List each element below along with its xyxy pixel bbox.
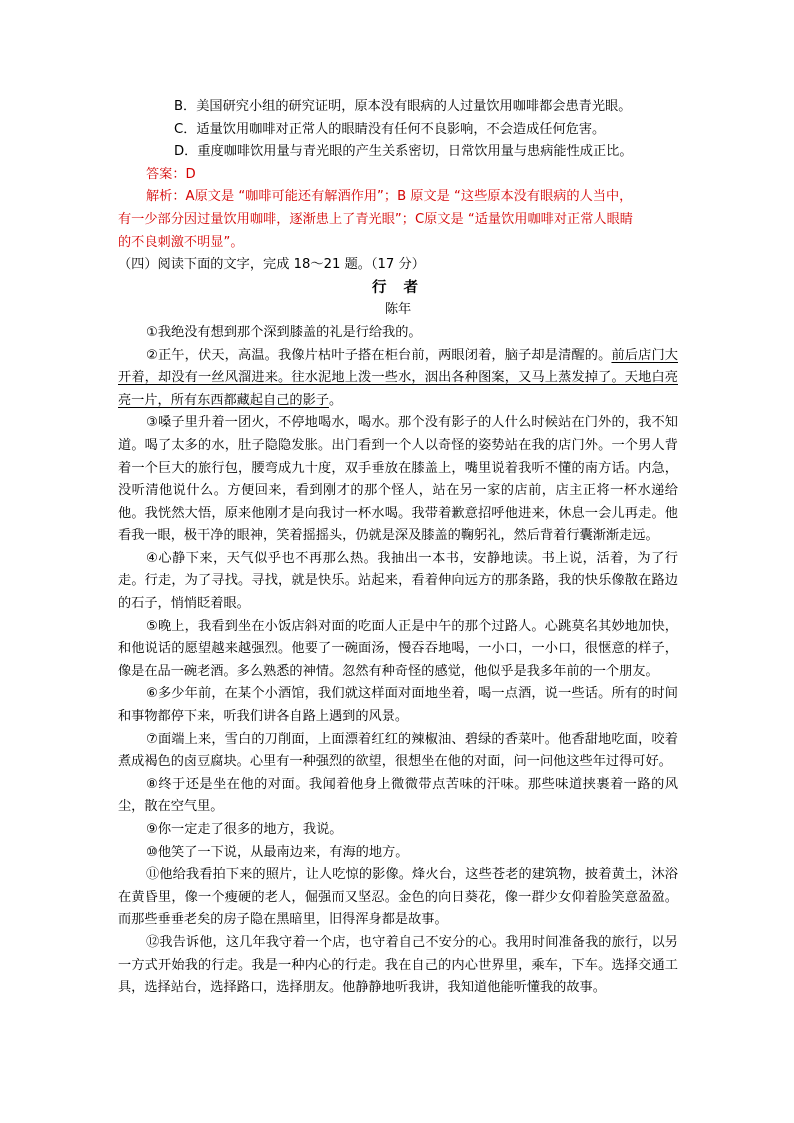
paragraph-2-text: ②正午，伏天，高温。我像片枯叶子搭在柜台前，两眼闭着，脑子却是清醒的。	[146, 347, 612, 363]
paragraph-4: ④心静下来，天气似乎也不再那么热。我抽出一本书，安静地读。书上说，活着，为了行走。行走，为了寻找。寻找，就是快乐。站起来，看着伸向远方的那条路，我的快乐像散在路边的石子，悄悄眨着眼。	[118, 550, 678, 612]
option-c: C．适量饮用咖啡对正常人的眼睛没有任何不良影响，不会造成任何危害。	[174, 121, 606, 137]
analysis-line-3: 的不良刺激不明显”。	[118, 234, 244, 250]
paragraph-10: ⑩他笑了一下说，从最南边来，有海的地方。	[146, 844, 409, 860]
paragraph-5: ⑤晚上，我看到坐在小饭店斜对面的吃面人正是中午的那个过路人。心跳莫名其妙地加快，和他说话的愿望越来越强烈。他要了一碗面汤，慢吞吞地喝，一小口，一小口，很惬意的样子，像是在品一碗老酒。多么熟悉的神情。忽然有种奇怪的感觉，他似乎是我多年前的一个朋友。	[118, 618, 678, 679]
article-author: 陈年	[384, 302, 412, 318]
article-title: 行 者	[371, 279, 425, 296]
paragraph-2	[118, 345, 678, 413]
paragraph-2-end: 。	[329, 392, 343, 408]
answer-label: 答案：D	[146, 166, 196, 182]
paragraph-8: ⑧终于还是坐在他的对面。我闻着他身上微微带点苦味的汗味。那些味道挟裹着一路的风尘，散在空气里。	[118, 776, 678, 815]
analysis-line-1: 解析：A原文是 “咖啡可能还有解酒作用”；B 原文是 “这些原本没有眼病的人当中，	[146, 189, 633, 205]
section-prompt: （四）阅读下面的文字，完成 18～21 题。（17 分）	[118, 257, 425, 273]
option-d: D．重度咖啡饮用量与青光眼的产生关系密切，日常饮用量与患病能性成正比。	[174, 144, 633, 160]
document-page	[118, 96, 678, 1000]
underlined-passage: 前后店门大开着，却没有一丝风溜进来。往水泥地上泼一些水，洇出各种图案，又马上蒸发掉了。天地白亮亮一片，所有东西都藏起自己的影子	[118, 347, 678, 408]
paragraph-1: ①我绝没有想到那个深到膝盖的礼是行给我的。	[146, 324, 422, 340]
analysis-line-2: 有一少部分因过量饮用咖啡，逐渐患上了青光眼”；C原文是 “适量饮用咖啡对正常人眼睛	[118, 211, 633, 227]
paragraph-11: ⑪他给我看拍下来的照片，让人吃惊的影像。烽火台，这些苍老的建筑物，披着黄土，沐浴在黄昏里，像一个瘦硬的老人，倔强而又坚忍。金色的向日葵花，像一群少女仰着脸笑意盈盈。而那些垂垂老矣的房子隐在黑暗里，旧得浑身都是故事。	[118, 867, 678, 928]
paragraph-9: ⑨你一定走了很多的地方，我说。	[146, 822, 343, 837]
paragraph-3: ③嗓子里升着一团火，不停地喝水，喝水。那个没有影子的人什么时候站在门外的，我不知道。喝了太多的水，肚子隐隐发胀。出门看到一个人以奇怪的姿势站在我的店门外。一个男人背着一个巨大的旅行包，腰弯成九十度，双手垂放在膝盖上，嘴里说着我听不懂的南方话。内急，没听清他说什么。方便回来，看到刚才的那个怪人，站在另一家的店前，店主正将一杯水递给他。我恍然大悟，原来他刚才是向我讨一杯水喝。我带着歉意招呼他进来，休息一会儿再走。他看我一眼，极干净的眼神，笑着摇摇头，仍就是深及膝盖的鞠躬礼，然后背着行囊渐渐走远。	[118, 415, 678, 544]
option-b: B．美国研究小组的研究证明，原本没有眼病的人过量饮用咖啡都会患青光眼。	[174, 99, 632, 114]
paragraph-7: ⑦面端上来，雪白的刀削面，上面漂着红红的辣椒油、碧绿的香菜叶。他香甜地吃面，咬着煮成褐色的卤豆腐块。心里有一种强烈的欲望，很想坐在他的对面，问一问他这些年过得可好。	[118, 731, 678, 770]
paragraph-12: ⑫我告诉他，这几年我守着一个店，也守着自己不安分的心。我用时间准备我的旅行，以另一方式开始我的行走。我是一种内心的行走。我在自己的内心世界里，乘车，下车。选择交通工具，选择站台，选择路口，选择朋友。他静静地听我讲，我知道他能听懂我的故事。	[118, 934, 678, 996]
paragraph-6: ⑥多少年前，在某个小酒馆，我们就这样面对面地坐着，喝一点酒，说一些话。所有的时间和事物都停下来，听我们讲各自路上遇到的风景。	[118, 686, 678, 725]
